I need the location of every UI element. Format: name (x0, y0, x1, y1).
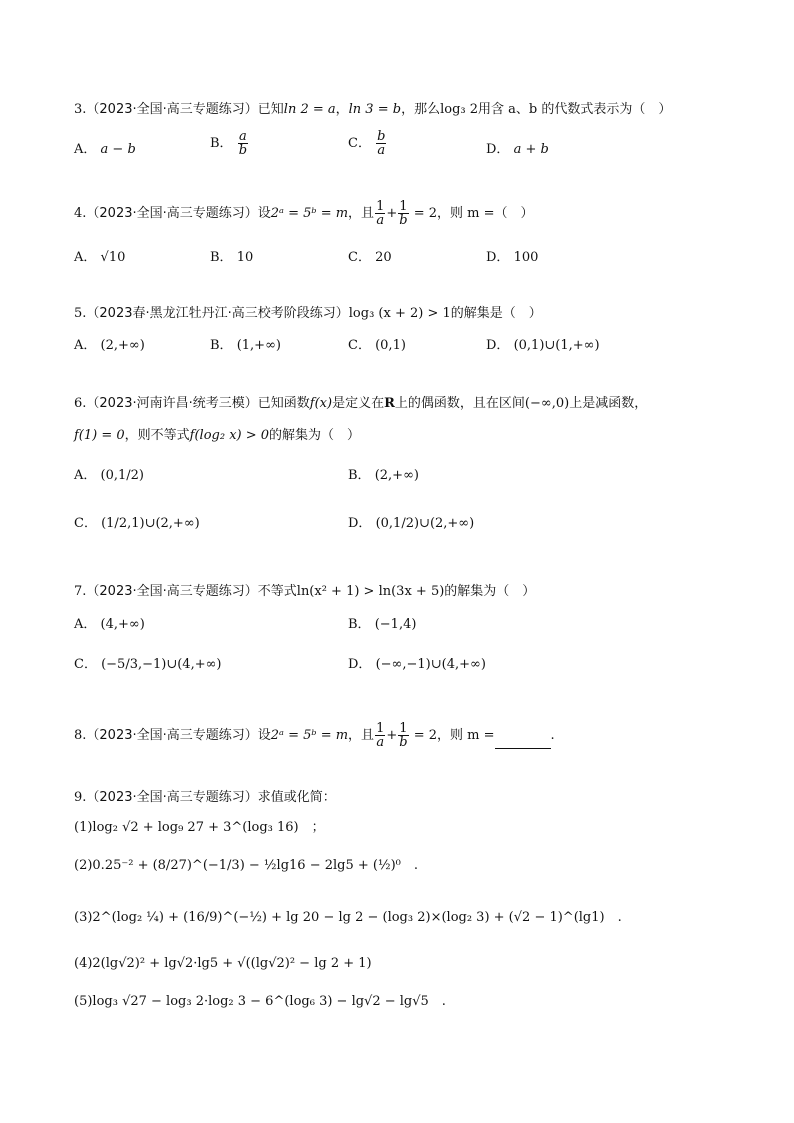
option-b[interactable] (210, 334, 281, 353)
stem-text: 不等式 (257, 584, 297, 599)
question-source: （2023·全国·高三专题练习） (86, 584, 258, 599)
stem-text: . (550, 728, 555, 743)
set-symbol: R (384, 396, 395, 411)
option-text: (4,+∞) (100, 617, 145, 632)
question-number: 3. (74, 102, 87, 117)
question-number: 7. (74, 584, 87, 599)
stem-text: ，且 (348, 206, 375, 221)
option-label: A． (74, 142, 97, 157)
question-3-stem (74, 98, 671, 117)
option-label: A． (74, 338, 97, 353)
stem-text: 已知函数 (257, 396, 310, 411)
math-expr: 2ᵃ = 5ᵇ = m (270, 728, 349, 743)
question-5-stem (74, 302, 542, 321)
stem-text: 的解集为（ ） (269, 428, 361, 443)
question-source: （2023·全国·高三专题练习） (86, 790, 258, 805)
question-number: 9. (74, 790, 87, 805)
math-expr: (−∞,0) (524, 396, 570, 411)
option-label: A． (74, 468, 97, 483)
stem-text: 的解集为（ ） (444, 584, 536, 599)
option-text: √10 (100, 250, 126, 265)
option-c[interactable] (74, 512, 200, 531)
stem-text: ，则 m = (437, 728, 495, 743)
option-label: C． (348, 136, 371, 151)
question-number: 4. (74, 206, 87, 221)
option-label: D． (348, 657, 372, 672)
subquestion-text: (5)log₃ √27 − log₃ 2·log₂ 3 − 6^(log₆ 3) − lg√2 − lg√5 . (74, 994, 446, 1009)
option-text: (−1,4) (374, 617, 417, 632)
math-expr: f(x) (309, 396, 333, 411)
stem-text: ， (335, 102, 349, 117)
option-text: 100 (513, 250, 539, 265)
answer-blank[interactable] (495, 736, 551, 749)
option-label: B． (210, 338, 233, 353)
option-label: A． (74, 250, 97, 265)
option-a[interactable] (74, 138, 136, 157)
question-source: （2023·河南许昌·统考三模） (86, 396, 258, 411)
option-label: B． (210, 250, 233, 265)
option-a[interactable] (74, 613, 145, 632)
fraction: $\frac{1}{a}$ (376, 721, 385, 750)
option-label: A． (74, 617, 97, 632)
subquestion-2 (74, 854, 418, 873)
subquestion-5 (74, 990, 446, 1009)
subquestion-text: (3)2^(log₂ ¼) + (16/9)^(−½) + lg 20 − lg 2 − (log₃ 2)×(log₂ 3) + (√2 − 1)^(lg1) . (74, 910, 622, 925)
option-label: B． (348, 617, 371, 632)
option-d[interactable] (348, 653, 486, 672)
math-expr: 2ᵃ = 5ᵇ = m (270, 206, 349, 221)
option-text: (−5/3,−1)∪(4,+∞) (101, 657, 222, 672)
stem-text: 的解集是（ ） (450, 306, 542, 321)
option-text: (2,+∞) (100, 338, 145, 353)
question-6-stem-line2 (74, 424, 360, 443)
option-text: (1/2,1)∪(2,+∞) (101, 516, 200, 531)
subquestion-text: (1)log₂ √2 + log₉ 27 + 3^(log₃ 16) ； (74, 820, 325, 835)
math-expr: f(1) = 0 (74, 428, 125, 443)
math-expr: ln 2 = a (283, 102, 336, 117)
option-a[interactable] (74, 464, 144, 483)
question-6-stem (74, 392, 647, 411)
stem-text: ，且 (348, 728, 375, 743)
fraction: $\frac{1}{b}$ (399, 721, 408, 750)
subquestion-text: (2)0.25⁻² + (8/27)^(−1/3) − ½lg16 − 2lg5 + (½)⁰ . (74, 858, 418, 873)
option-text: (1,+∞) (236, 338, 281, 353)
option-c[interactable] (348, 334, 406, 353)
stem-text: 上是减函数， (569, 396, 648, 411)
question-4-stem: 4.（2023·全国·高三专题练习）设2ᵃ = 5ᵇ = m，且 $\frac{1}{a}$ + $\frac{1}{b}$ = 2，则 m =（ ） (74, 199, 534, 228)
question-source: （2023·全国·高三专题练习） (86, 206, 258, 221)
option-text: (0,1)∪(1,+∞) (513, 338, 600, 353)
option-label: B． (348, 468, 371, 483)
option-c[interactable] (348, 130, 387, 157)
math-expr: ln(x² + 1) > ln(3x + 5) (296, 584, 445, 599)
subquestion-text: (4)2(lg√2)² + lg√2·lg5 + √((lg√2)² − lg 2 + 1) (74, 956, 372, 971)
subquestion-1 (74, 816, 325, 835)
option-label: D． (486, 338, 510, 353)
question-number: 6. (74, 396, 87, 411)
option-label: D． (486, 142, 510, 157)
fraction: $\frac{1}{a}$ (376, 199, 385, 228)
question-source: （2023·全国·高三专题练习） (86, 102, 258, 117)
question-8-stem: 8.（2023·全国·高三专题练习）设2ᵃ = 5ᵇ = m，且 $\frac{1}{a}$ + $\frac{1}{b}$ = 2，则 m = . (74, 721, 555, 750)
option-text: 10 (236, 250, 254, 265)
stem-text: ，那么 (401, 102, 441, 117)
option-b[interactable] (348, 464, 419, 483)
math-expr: ln 3 = b (348, 102, 402, 117)
option-text: (−∞,−1)∪(4,+∞) (375, 657, 486, 672)
stem-text: 求值或化简： (257, 790, 336, 805)
question-source: （2023春·黑龙江牡丹江·高三校考阶段练习） (86, 306, 349, 321)
option-label: C． (74, 516, 97, 531)
subquestion-3 (74, 906, 622, 925)
stem-text: 用含 a、b 的代数式表示为（ ） (478, 102, 672, 117)
stem-text: ，则 m =（ ） (437, 206, 534, 221)
stem-text: 上的偶函数，且在区间 (394, 396, 525, 411)
option-text: (0,1) (375, 338, 406, 353)
option-text: 20 (375, 250, 392, 265)
math-expr: f(log₂ x) > 0 (189, 428, 270, 443)
option-c[interactable] (74, 653, 222, 672)
stem-text: 设 (257, 728, 271, 743)
option-text: a − b (100, 142, 136, 157)
option-text: (0,1/2) (100, 468, 144, 483)
stem-text: 是定义在 (332, 396, 385, 411)
option-b[interactable] (348, 613, 416, 632)
option-b[interactable] (210, 246, 253, 265)
question-9-stem (74, 786, 336, 805)
option-text: a + b (513, 142, 549, 157)
option-d[interactable] (348, 512, 474, 531)
question-7-stem (74, 580, 535, 599)
option-a[interactable] (74, 246, 125, 265)
stem-text: ，则不等式 (124, 428, 190, 443)
question-number: 5. (74, 306, 87, 321)
option-d[interactable] (486, 246, 538, 265)
option-c[interactable] (348, 246, 392, 265)
option-label: C． (348, 250, 371, 265)
option-text: $\frac{b}{a}$ (377, 129, 386, 158)
option-a[interactable] (74, 334, 145, 353)
option-d[interactable] (486, 138, 549, 157)
math-expr: log₃ 2 (440, 102, 478, 117)
option-label: D． (348, 516, 372, 531)
option-label: B． (210, 136, 233, 151)
question-number: 8. (74, 728, 87, 743)
option-text: $\frac{a}{b}$ (238, 129, 248, 158)
question-source: （2023·全国·高三专题练习） (86, 728, 258, 743)
option-text: (2,+∞) (374, 468, 419, 483)
stem-text: 设 (257, 206, 271, 221)
option-d[interactable] (486, 334, 600, 353)
fraction: $\frac{1}{b}$ (399, 199, 408, 228)
math-expr: log₃ (x + 2) > 1 (348, 306, 451, 321)
option-b[interactable] (210, 130, 249, 157)
option-label: C． (348, 338, 371, 353)
option-label: D． (486, 250, 510, 265)
option-label: C． (74, 657, 97, 672)
stem-text: 已知 (257, 102, 284, 117)
option-text: (0,1/2)∪(2,+∞) (375, 516, 475, 531)
subquestion-4 (74, 956, 372, 971)
